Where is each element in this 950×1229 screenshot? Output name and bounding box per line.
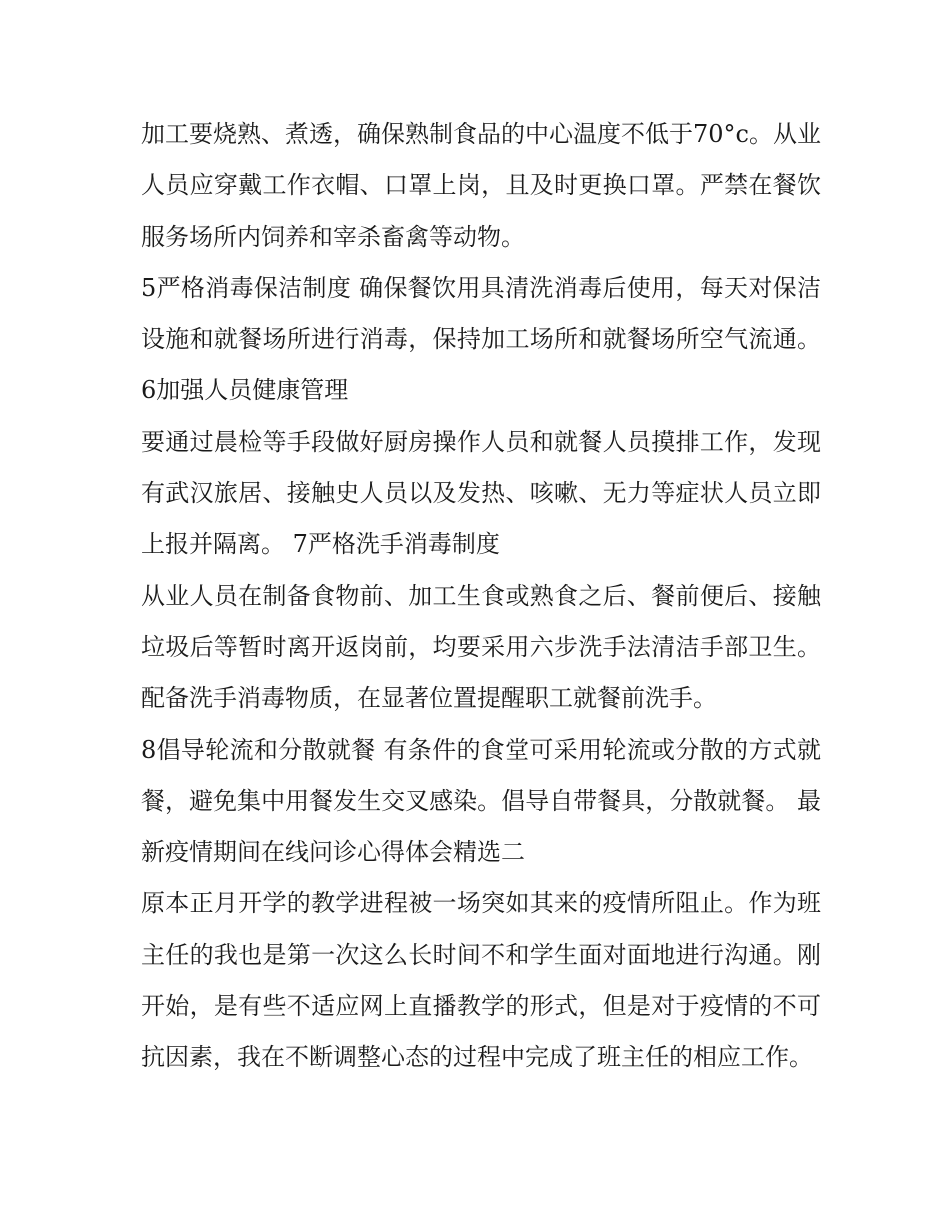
document-body xyxy=(141,109,821,1084)
paragraph-health-check: 要通过晨检等手段做好厨房操作人员和就餐人员摸排工作，发现有武汉旅居、接触史人员以及发热、咳嗽、无力等症状人员立即上报并隔离。 7严格洗手消毒制度 xyxy=(141,427,821,559)
paragraph-dining: 8倡导轮流和分散就餐 有条件的食堂可采用轮流或分散的方式就餐，避免集中用餐发生交叉感染。倡导自带餐具，分散就餐。 最新疫情期间在线问诊心得体会精选二 xyxy=(141,735,821,867)
paragraph-teaching: 原本正月开学的教学进程被一场突如其来的疫情所阻止。作为班主任的我也是第一次这么长时间不和学生面对面地进行沟通。刚开始，是有些不适应网上直播教学的形式，但是对于疫情的不可抗因素，我在不断调整心态的过程中完成了班主任的相应工作。 xyxy=(141,889,821,1072)
paragraph-handwashing: 从业人员在制备食物前、加工生食或熟食之后、餐前便后、接触垃圾后等暂时离开返岗前，均要采用六步洗手法清洁手部卫生。配备洗手消毒物质，在显著位置提醒职工就餐前洗手。 xyxy=(141,581,821,713)
paragraph-disinfection: 5严格消毒保洁制度 确保餐饮用具清洗消毒后使用，每天对保洁设施和就餐场所进行消毒，保持加工场所和就餐场所空气流通。 6加强人员健康管理 xyxy=(141,273,821,405)
paragraph-food-processing: 加工要烧熟、煮透，确保熟制食品的中心温度不低于70°c。从业人员应穿戴工作衣帽、口罩上岗，且及时更换口罩。严禁在餐饮服务场所内饲养和宰杀畜禽等动物。 xyxy=(141,120,821,251)
